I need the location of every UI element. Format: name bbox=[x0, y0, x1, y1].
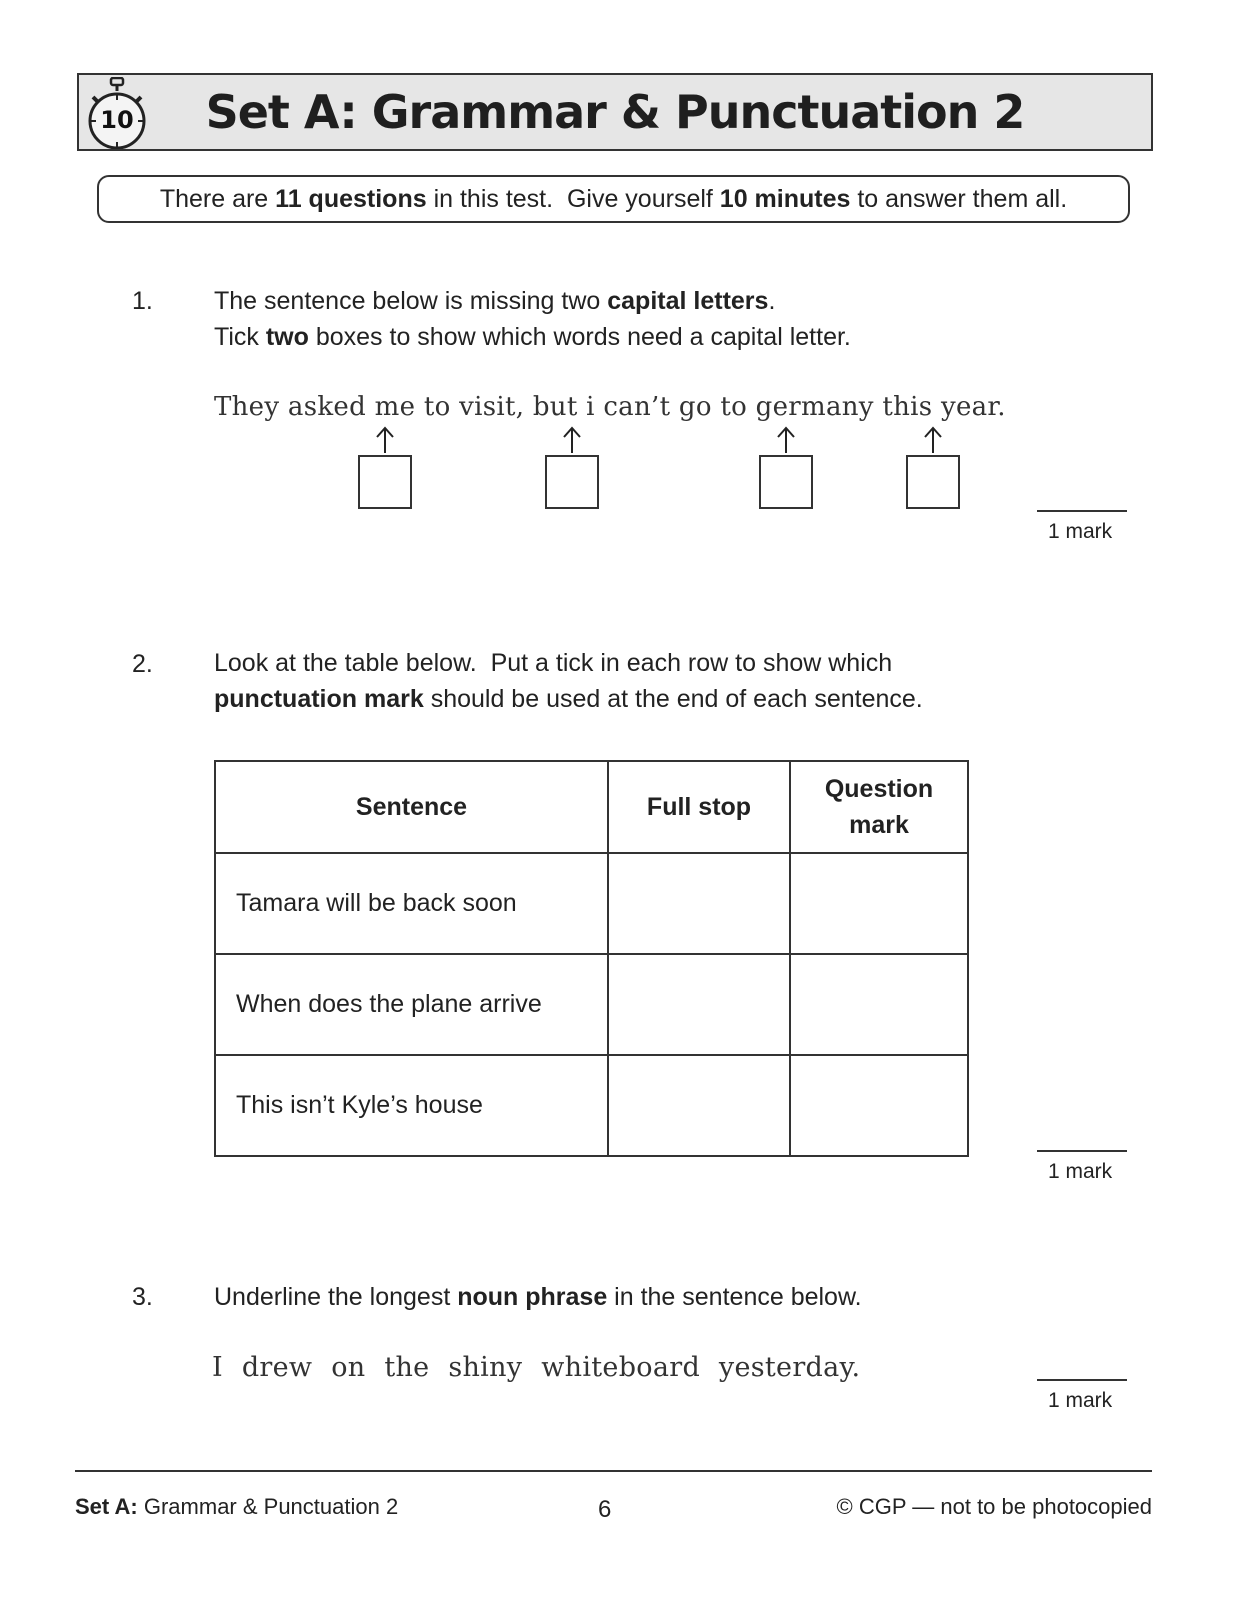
tick-box-i[interactable] bbox=[545, 455, 599, 509]
sentence-cell: Tamara will be back soon bbox=[215, 853, 608, 954]
question-1-prompt bbox=[214, 283, 1114, 355]
question-3-prompt bbox=[214, 1279, 1114, 1315]
q1-line2-b: two bbox=[265, 323, 309, 351]
instructions-questions: 11 questions bbox=[275, 185, 427, 213]
column-header-question-mark: Question mark bbox=[790, 761, 968, 853]
q2-line2-a: punctuation mark bbox=[214, 685, 424, 713]
q2-line1: Look at the table below. Put a tick in each row to show which bbox=[214, 649, 893, 677]
footer-left bbox=[75, 1494, 398, 1520]
instructions-text-3: to answer them all. bbox=[850, 185, 1068, 213]
page-title: Set A: Grammar & Punctuation 2 bbox=[205, 85, 1025, 139]
page-number: 6 bbox=[598, 1496, 612, 1523]
footer-title: Grammar & Punctuation 2 bbox=[137, 1494, 399, 1519]
q3-line-b: noun phrase bbox=[457, 1283, 608, 1311]
question-1-number: 1. bbox=[132, 287, 153, 315]
mark-line bbox=[1037, 510, 1127, 512]
mark-line bbox=[1037, 1150, 1127, 1152]
q1-line1-c: . bbox=[768, 287, 776, 315]
q1-line2-a: Tick bbox=[214, 323, 266, 351]
footer-divider bbox=[75, 1470, 1152, 1472]
q3-line-c: in the sentence below. bbox=[607, 1283, 862, 1311]
question-1-mark: 1 mark bbox=[1048, 520, 1113, 543]
timer-minutes: 10 bbox=[100, 106, 134, 134]
footer-set-label: Set A: bbox=[75, 1494, 138, 1519]
arrow-up-icon bbox=[918, 426, 948, 454]
full-stop-tick-cell[interactable] bbox=[608, 853, 790, 954]
q2-line2-b: should be used at the end of each sentence. bbox=[423, 685, 923, 713]
tick-box-year[interactable] bbox=[906, 455, 960, 509]
arrow-up-icon bbox=[771, 426, 801, 454]
punctuation-table bbox=[214, 760, 969, 1157]
instructions-box bbox=[97, 175, 1130, 223]
column-header-full-stop: Full stop bbox=[608, 761, 790, 853]
footer-copyright: © CGP — not to be photocopied bbox=[836, 1494, 1152, 1519]
question-3-number: 3. bbox=[132, 1283, 153, 1311]
question-1-sentence: They asked me to visit, but i can’t go to germany this year. bbox=[214, 392, 1006, 422]
table-row bbox=[215, 954, 968, 1055]
question-mark-tick-cell[interactable] bbox=[790, 853, 968, 954]
tick-box-germany[interactable] bbox=[759, 455, 813, 509]
column-header-sentence: Sentence bbox=[215, 761, 608, 853]
instructions-minutes: 10 minutes bbox=[719, 185, 851, 213]
title-bar bbox=[77, 73, 1153, 151]
question-mark-tick-cell[interactable] bbox=[790, 954, 968, 1055]
instructions-text-2: in this test. Give yourself bbox=[426, 185, 720, 213]
question-2-prompt bbox=[214, 645, 1114, 717]
full-stop-tick-cell[interactable] bbox=[608, 1055, 790, 1156]
question-3-mark: 1 mark bbox=[1048, 1389, 1113, 1412]
q1-line2-c: boxes to show which words need a capital letter. bbox=[308, 323, 851, 351]
sentence-cell: This isn’t Kyle’s house bbox=[215, 1055, 608, 1156]
instructions-text-1: There are bbox=[159, 185, 276, 213]
q1-line1-a: The sentence below is missing two bbox=[214, 287, 608, 315]
question-2-number: 2. bbox=[132, 650, 153, 678]
table-header-row bbox=[215, 761, 968, 853]
sentence-cell: When does the plane arrive bbox=[215, 954, 608, 1055]
q3-line-a: Underline the longest bbox=[214, 1283, 458, 1311]
question-2-mark: 1 mark bbox=[1048, 1160, 1113, 1183]
table-row bbox=[215, 1055, 968, 1156]
tick-box-me[interactable] bbox=[358, 455, 412, 509]
arrow-up-icon bbox=[370, 426, 400, 454]
arrow-up-icon bbox=[557, 426, 587, 454]
table-row bbox=[215, 853, 968, 954]
mark-line bbox=[1037, 1379, 1127, 1381]
full-stop-tick-cell[interactable] bbox=[608, 954, 790, 1055]
q1-line1-b: capital letters bbox=[607, 287, 769, 315]
question-3-sentence[interactable]: I drew on the shiny whiteboard yesterday. bbox=[212, 1352, 861, 1383]
question-mark-tick-cell[interactable] bbox=[790, 1055, 968, 1156]
